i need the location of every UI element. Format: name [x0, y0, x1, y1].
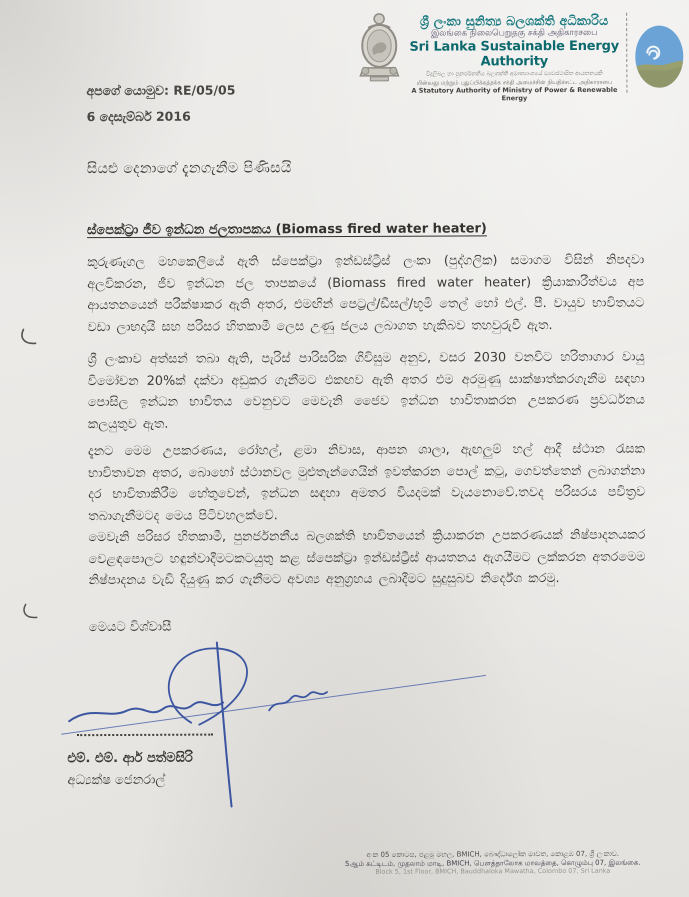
authority-name-sinhala: ශ්‍රී ලංකා සුනිත්‍ය බලශක්ති අධිකාරිය [419, 12, 609, 29]
subject-line: ස්පෙක්ට්‍රා ජීව ඉන්ධන ජලතාපකය (Biomass fired water heater) [87, 221, 487, 239]
footer-address-tamil: 5ஆம் கட்டிடம், முதலாம் மாடி, BMICH, பௌத்தாலோக மாவத்தை, கொழும்பு 07, இலங்கை. [345, 858, 641, 868]
authority-tagline-english: A Statutory Authority of Ministry of Power & Renewable Energy [411, 85, 618, 103]
authority-name-english: Sri Lanka Sustainable Energy Authority [409, 38, 620, 70]
signatory-name: එම්. එම්. ආර් පත්මසිරි [67, 750, 193, 767]
letterhead [350, 5, 686, 103]
margin-pen-mark-bottom [19, 601, 43, 625]
reference-line: අපගේ යොමුව: RE/05/05 [86, 82, 236, 99]
footer-address-block [297, 850, 689, 877]
salutation: සියළු දෙනාගේ දැනගැනීම පිණිසයි [86, 160, 292, 178]
margin-pen-mark-top [15, 325, 41, 351]
body-paragraph-1: කුරුණෑගල මහකෙලියේ ඇති ස්පෙක්ට්‍රා ඉන්ඩස්ට්‍රීස් ලංකා (පුද්ගලික) සමාගම විසින් නිපදවා අලවිකරන, ජීව ඉන්ධන ජල තාපකයේ (Biomass fired water heater) ක්‍රියාකාරීත්වය අප ආයතනයෙන් පරීක්ෂාකර ඇති අතර, එමඟින් පෙට්‍රල්/ඩීසල්/භූමි තෙල් හෝ එල්. පී. වායුව භාවිතයට වඩා ලාභදායි සහ පරිසර හිතකාමී ලෙස උණු ජලය ලබාගත හැකිබව තහවුරුවී ඇත. [87, 252, 645, 335]
closing-phrase: මෙයට විශ්වාසී [88, 619, 172, 636]
signatory-title: අධ්‍යක්ෂ ජෙනරාල් [67, 772, 166, 789]
body-paragraph-4: මෙවැනි පරිසර හිතකාමී, පුනර්ජනනීය බලශක්ති භාවිතයෙන් ක්‍රියාකරන උපකරණයක් නිෂ්පාදනයකර වෙළඳපොලට හඳුන්වාදීමටකටයුතු කළ ස්පෙක්ට්‍රා ඉන්ඩස්ට්‍රීස් ආයතනය ඇගයීමට ලක්කරන අතරමෙම නිෂ්පාදනය වැඩි දියුණු කර ගැනීමට අවශ්‍ය අනුග්‍රහය ලබාදීමට සුදුසුබව නිර්දේශ කරමු. [88, 527, 646, 589]
authority-tagline-sinhala: විදුලිබල හා පුනර්ජනනීය බලශක්ති අමාත්‍යාංශයේ ව්‍යවස්ථාපිත ආයතනයකි [426, 70, 603, 78]
letterhead-text [408, 13, 620, 103]
footer-address-english: Block 5, 1st Floor, BMICH, Bauddhaloka Mawatha, Colombo 07, Sri Lanka [375, 867, 611, 876]
letterhead-divider [626, 13, 627, 93]
authority-tagline-tamil: மின்வலு மற்றும் புதுப்பிக்கத்தக்க சக்தி அமைச்சின் நியதிச்சட்ட அதிகாரசபை [416, 78, 613, 87]
slsea-logo-icon [634, 23, 684, 91]
date-line: 6 දෙසැම්බර් 2016 [86, 108, 191, 125]
body-paragraph-2: ශ්‍රී ලංකාව අත්සන් තබා ඇති, පැරිස් පාරිසරික ගිවිසුම අනුව, වසර 2030 වනවිට හරිතාගාර වායු විමෝචන 20%ක් දක්වා අඩුකර ගැනීමට එකඟව ඇති අතර එම අරමුණු සාක්ෂාත්කරගැනීම සඳහා පොසිල ඉන්ධන භාවිතය වෙනුවට මෙවැනි ජෛව ඉන්ධන භාවිතාකරන උපකරණ ප්‍රවර්ධනය කලයුතුව ඇත. [87, 349, 645, 432]
handwritten-signature-icon [31, 637, 512, 819]
body-paragraph-3: දැනට මෙම උපකරණය, රෝහල්, ළමා නිවාස, ආපන ශාලා, ඇඟලුම් හල් ආදී ස්ථාන රැසක භාවිතාවන අතර, බොහෝ ස්ථානවල මුළුතැන්ගෙයින් ඉවත්කරන පොල් කටු, ගෙවත්තෙන් ලබාගන්නා දර භාවිතාකිරීම හේතුවෙන්, ඉන්ධන සඳහා අමතර වියදමක් වැයනොවේ.තවද පරිසරය පවිත්‍රව තබාගැනීමටද මෙය පිටිවහලක්වේ. [87, 441, 646, 524]
footer-address-sinhala: අංක 05 කොටස, පළමු මහල, BMICH, බෞද්ධාලෝක මාවත, කොළඹ 07, ශ්‍රී ලංකාව. [366, 849, 620, 859]
authority-name-tamil: இலங்கை நிலைபெறுதகு சக்தி அதிகாரசபை [430, 27, 598, 39]
national-emblem-icon [354, 10, 404, 84]
